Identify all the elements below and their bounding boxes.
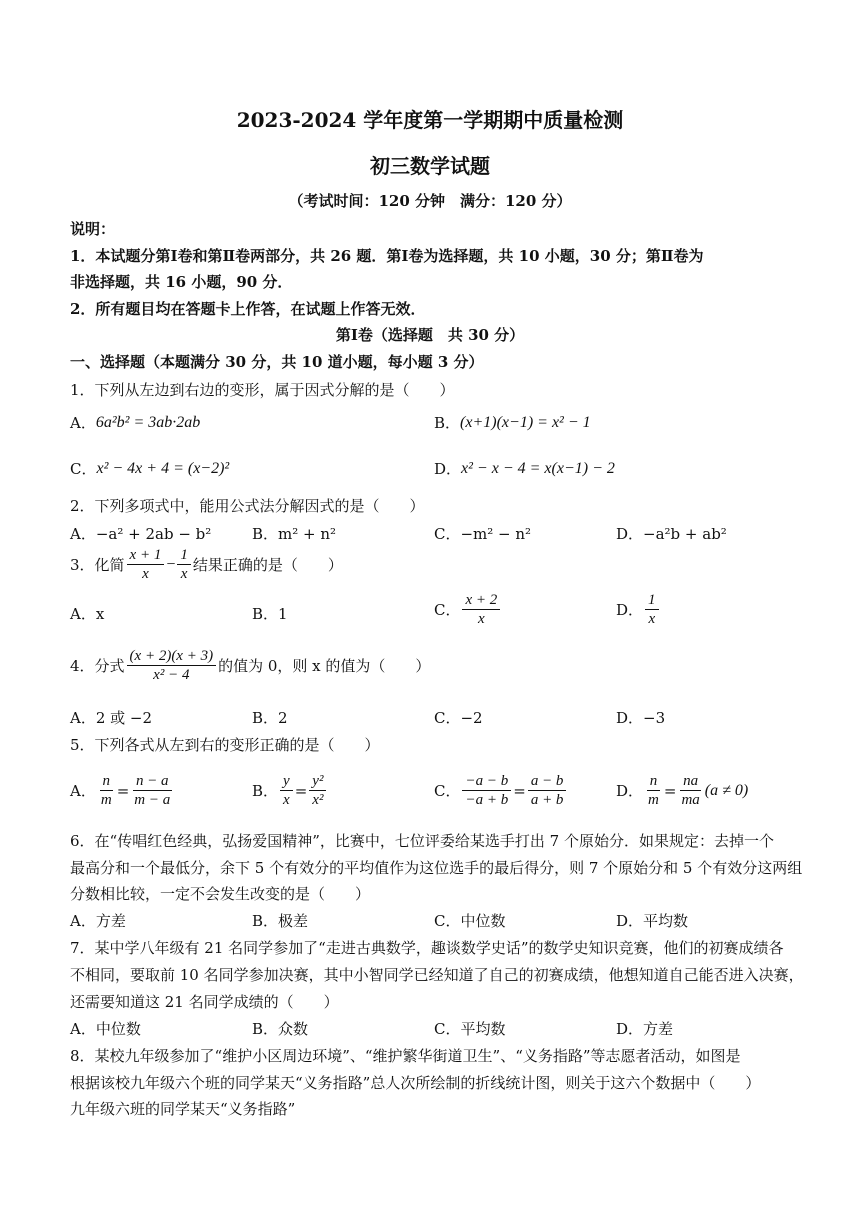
q5-a-right: [131, 772, 173, 809]
q1-c-expr: x² − 4x + 4 = (x−2)²: [96, 459, 230, 477]
q5-b-eq: =: [294, 781, 308, 800]
q1-c-label: C．: [70, 460, 97, 478]
q4-option-b: B．2: [252, 709, 288, 727]
q5-c-right-den: a + b: [530, 792, 564, 808]
q4-option-d: D．−3: [616, 709, 666, 727]
q3-stem-pre: 3．化简: [70, 556, 125, 574]
q3-minus: −: [166, 555, 176, 573]
q3-frac1-numerator: x + 1: [127, 546, 165, 565]
q2-option-a: A．−a² + 2ab − b²: [70, 525, 212, 543]
q4-stem-post: 的值为 0，则 x 的值为（ ）: [218, 657, 431, 675]
q5-b-left: [280, 772, 293, 809]
q5-a-right-den: m − a: [134, 792, 171, 808]
q3-frac2-denominator: x: [180, 566, 188, 582]
exam-title: 2023-2024 学年度第一学期期中质量检测: [236, 108, 624, 132]
q8-line-1: 8．某校九年级参加了“维护小区周边环境”、“维护繁华街道卫生”、“义务指路”等志愿者活动，如图是: [70, 1047, 741, 1065]
q3-c-label: C．: [434, 601, 461, 619]
note-1-line-1: 1．本试题分第Ⅰ卷和第Ⅱ卷两部分，共 26 题．第Ⅰ卷为选择题，共 10 小题，30 分；第Ⅱ卷为: [70, 247, 704, 265]
q1-b-label: B．: [434, 414, 461, 432]
q1-option-c: [70, 458, 229, 479]
q5-b-left-num: y: [280, 772, 293, 791]
q3-fraction-1: [127, 546, 165, 583]
q1-stem: 1．下列从左边到右边的变形，属于因式分解的是（ ）: [70, 381, 455, 399]
q4-denominator: x² − 4: [153, 667, 190, 683]
q5-c-right: [528, 772, 567, 809]
q6-line-2: 最高分和一个最低分，余下 5 个有效分的平均值作为这位选手的最后得分，则 7 个原始分和 5 个有效分这两组: [70, 859, 803, 877]
q6-line-3: 分数相比较，一定不会发生改变的是（ ）: [70, 885, 371, 903]
q3-d-denominator: x: [648, 611, 656, 627]
q7-line-1: 7．某中学八年级有 21 名同学参加了“走进古典数学，趣谈数学史话”的数学史知识竞赛，他们的初赛成绩各: [70, 939, 784, 957]
q5-d-right: [678, 772, 702, 809]
q2-stem: 2．下列多项式中，能用公式法分解因式的是（ ）: [70, 497, 425, 515]
q3-d-label: D．: [616, 601, 644, 619]
q1-option-b: [434, 412, 591, 433]
q1-d-expr: x² − x − 4 = x(x−1) − 2: [461, 459, 615, 477]
q4-option-c: C．−2: [434, 709, 483, 727]
q7-option-a: A．中位数: [70, 1020, 141, 1038]
q3-c-fraction: [462, 591, 500, 628]
q7-option-b: B．众数: [252, 1020, 309, 1038]
exam-info: （考试时间：120 分钟 满分：120 分）: [288, 192, 572, 210]
q5-a-left-den: m: [100, 792, 112, 808]
q5-option-b: [252, 772, 328, 809]
q3-c-numerator: x + 2: [462, 591, 500, 610]
q5-c-eq: =: [513, 781, 526, 800]
q6-line-1: 6．在“传唱红色经典，弘扬爱国精神”，比赛中，七位评委给某选手打出 7 个原始分．如果规定：去掉一个: [70, 832, 774, 850]
q1-d-label: D．: [434, 460, 462, 478]
q4-numerator: (x + 2)(x + 3): [127, 647, 217, 666]
q5-a-right-num: n − a: [133, 772, 172, 791]
q6-option-d: D．平均数: [616, 912, 689, 930]
q3-option-b: B．1: [252, 605, 288, 623]
q1-b-expr: (x+1)(x−1) = x² − 1: [460, 413, 591, 431]
q5-b-left-den: x: [283, 792, 290, 808]
q5-c-right-num: a − b: [528, 772, 567, 791]
q5-d-label: D．: [616, 782, 644, 800]
q3-frac2-numerator: 1: [177, 546, 191, 565]
q3-stem: [70, 546, 343, 583]
q5-option-a: [70, 772, 175, 809]
section-heading: 一、选择题（本题满分 30 分，共 10 道小题，每小题 3 分）: [70, 353, 484, 371]
q1-option-d: [434, 458, 615, 479]
q7-option-c: C．平均数: [434, 1020, 506, 1038]
q5-c-label: C．: [434, 782, 461, 800]
q5-a-left: [98, 772, 115, 809]
q3-option-c: [434, 591, 502, 628]
q5-b-right-num: y²: [309, 772, 326, 791]
q1-option-a: [70, 412, 200, 433]
q5-b-right: [309, 772, 326, 809]
q3-fraction-2: [177, 546, 191, 583]
q5-option-c: [434, 772, 568, 809]
q3-option-a: A．x: [70, 605, 105, 623]
q5-d-right-den: ma: [681, 792, 700, 808]
q7-option-d: D．方差: [616, 1020, 674, 1038]
q5-d-left-num: n: [647, 772, 661, 791]
q1-a-expr: 6a²b² = 3ab·2ab: [95, 413, 201, 431]
q4-fraction: [127, 647, 217, 684]
q4-stem-pre: 4．分式: [70, 657, 125, 675]
q4-option-a: A．2 或 −2: [70, 709, 153, 727]
q5-d-eq: =: [663, 781, 677, 800]
q5-c-left-num: −a − b: [462, 772, 511, 791]
q5-option-d: [616, 772, 748, 809]
q2-option-b: B．m² + n²: [252, 525, 337, 543]
q2-option-c: C．−m² − n²: [434, 525, 532, 543]
q3-d-fraction: [645, 591, 659, 628]
q5-b-label: B．: [252, 782, 279, 800]
q3-d-numerator: 1: [645, 591, 659, 610]
note-1-line-2: 非选择题，共 16 小题，90 分．: [70, 273, 293, 291]
exam-subtitle: 初三数学试题: [370, 154, 490, 178]
q5-b-right-den: x²: [312, 792, 324, 808]
note-2: 2．所有题目均在答题卡上作答，在试题上作答无效．: [70, 300, 426, 318]
q5-d-right-num: na: [680, 772, 701, 791]
q7-line-3: 还需要知道这 21 名同学成绩的（ ）: [70, 993, 339, 1011]
q5-c-left-den: −a + b: [465, 792, 509, 808]
q5-d-left-den: m: [648, 792, 659, 808]
q6-option-b: B．极差: [252, 912, 309, 930]
q5-c-left: [462, 772, 511, 809]
q5-a-label: A．: [70, 782, 96, 800]
q6-option-a: A．方差: [70, 912, 126, 930]
q5-d-condition: (a ≠ 0): [704, 781, 749, 799]
q5-a-eq: =: [116, 781, 130, 800]
q4-stem: [70, 647, 430, 684]
q3-option-d: [616, 591, 661, 628]
q8-line-2: 根据该校九年级六个班的同学某天“义务指路”总人次所绘制的折线统计图，则关于这六个数据中（ ）: [70, 1074, 761, 1092]
q8-line-3: 九年级六班的同学某天“义务指路”: [70, 1100, 296, 1118]
notes-label: 说明：: [70, 220, 116, 238]
q5-a-left-num: n: [100, 772, 114, 791]
part-title: 第Ⅰ卷（选择题 共 30 分）: [335, 326, 525, 344]
q2-option-d: D．−a²b + ab²: [616, 525, 727, 543]
q5-d-left: [645, 772, 662, 809]
q3-frac1-denominator: x: [142, 566, 149, 582]
q1-a-label: A．: [70, 414, 96, 432]
q6-option-c: C．中位数: [434, 912, 506, 930]
q3-stem-post: 结果正确的是（ ）: [192, 556, 343, 574]
q3-c-denominator: x: [478, 611, 485, 627]
q5-stem: 5．下列各式从左到右的变形正确的是（ ）: [70, 736, 380, 754]
q7-line-2: 不相同，要取前 10 名同学参加决赛，其中小智同学已经知道了自己的初赛成绩，他想知道自己能否进入决赛，: [70, 966, 804, 984]
